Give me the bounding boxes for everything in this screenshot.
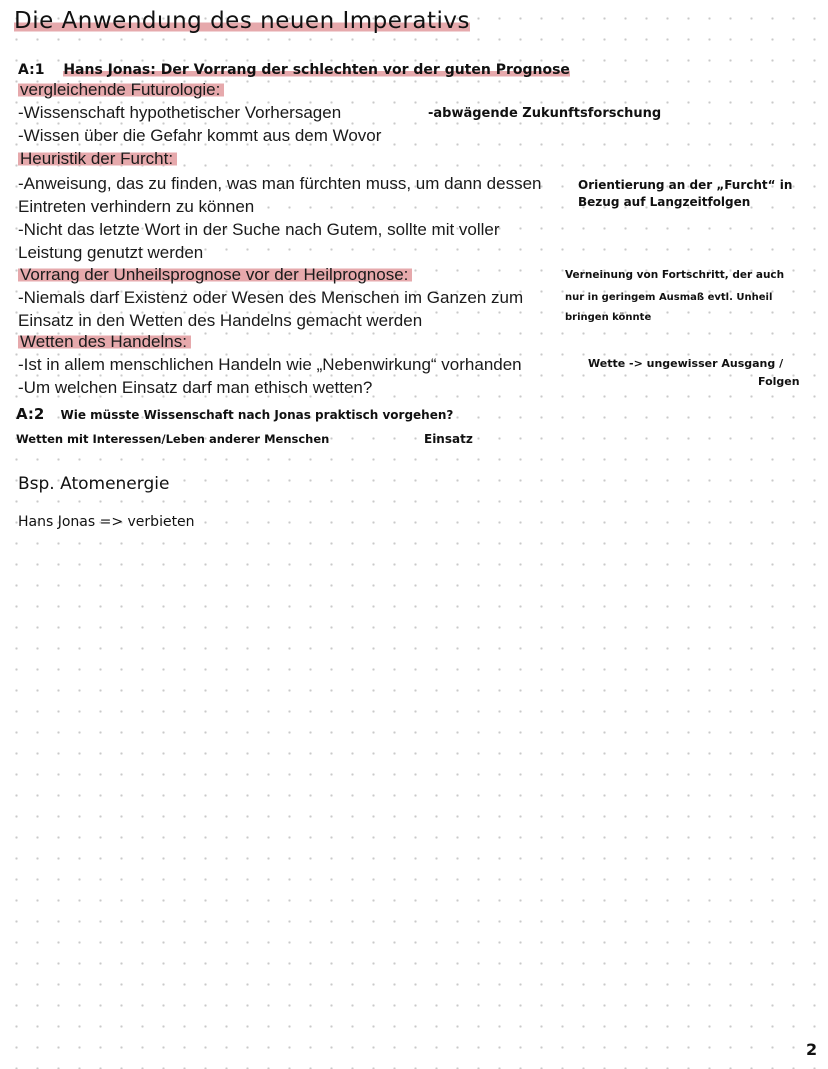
a1-label: A:1 xyxy=(18,62,45,78)
wetten-note-2: Folgen xyxy=(758,375,800,388)
vorrang-line-2: Einsatz in den Wetten des Handelns gemacht werden xyxy=(18,311,423,330)
vorrang-heading-text: Vorrang der Unheilsprognose vor der Heilprognose: xyxy=(18,265,412,284)
a2-question-text: Wie müsste Wissenschaft nach Jonas praktisch vorgehen? xyxy=(60,408,454,422)
page-title-text: Die Anwendung des neuen Imperativs xyxy=(14,8,470,34)
furcht-line-4: Leistung genutzt werden xyxy=(18,243,204,262)
vorrang-line-1: -Niemals darf Existenz oder Wesen des Menschen im Ganzen zum xyxy=(18,288,524,307)
page-number: 2 xyxy=(806,1040,818,1059)
vorrang-note-2: nur in geringem Ausmaß evtl. Unheil xyxy=(565,292,773,303)
wetten-note-1: Wette -> ungewisser Ausgang / xyxy=(588,357,784,370)
furcht-heading-text: Heuristik der Furcht: xyxy=(18,149,177,168)
futurologie-note: -abwägende Zukunftsforschung xyxy=(428,106,662,121)
furcht-heading xyxy=(18,149,177,169)
furcht-line-3: -Nicht das letzte Wort in der Suche nach Gutem, sollte mit voller xyxy=(18,220,500,239)
page-title xyxy=(14,8,470,34)
a1-heading xyxy=(18,62,570,78)
wetten-line-2: -Um welchen Einsatz darf man ethisch wetten? xyxy=(18,378,373,397)
futurologie-heading-text: vergleichende Futurologie: xyxy=(18,80,224,99)
vorrang-heading xyxy=(18,265,412,285)
vorrang-note-3: bringen könnte xyxy=(565,312,652,323)
a1-heading-text: Hans Jonas: Der Vorrang der schlechten vor der guten Prognose xyxy=(63,62,570,78)
wetten-line-1: -Ist in allem menschlichen Handeln wie „Nebenwirkung“ vorhanden xyxy=(18,355,522,374)
futurologie-heading xyxy=(18,80,224,100)
a2-label: A:2 xyxy=(16,405,45,423)
furcht-note-1: Orientierung an der „Furcht“ in xyxy=(578,178,793,192)
wetten-heading xyxy=(18,332,191,352)
furcht-line-2: Eintreten verhindern zu können xyxy=(18,197,255,216)
furcht-note-2: Bezug auf Langzeitfolgen xyxy=(578,195,751,209)
furcht-line-1: -Anweisung, das zu finden, was man fürchten muss, um dann dessen xyxy=(18,174,542,193)
a2-question xyxy=(16,405,453,423)
wetten-heading-text: Wetten des Handelns: xyxy=(18,332,191,351)
a2-line-2: Wetten mit Interessen/Leben anderer Menschen xyxy=(16,432,330,446)
futurologie-line-1: -Wissenschaft hypothetischer Vorhersagen xyxy=(18,103,342,122)
vorrang-note-1: Verneinung von Fortschritt, der auch xyxy=(565,269,785,281)
a2-note: Einsatz xyxy=(424,432,473,446)
example-conclusion: Hans Jonas => verbieten xyxy=(18,514,195,530)
futurologie-line-2: -Wissen über die Gefahr kommt aus dem Wovor xyxy=(18,126,382,145)
example-label: Bsp. Atomenergie xyxy=(18,474,170,494)
